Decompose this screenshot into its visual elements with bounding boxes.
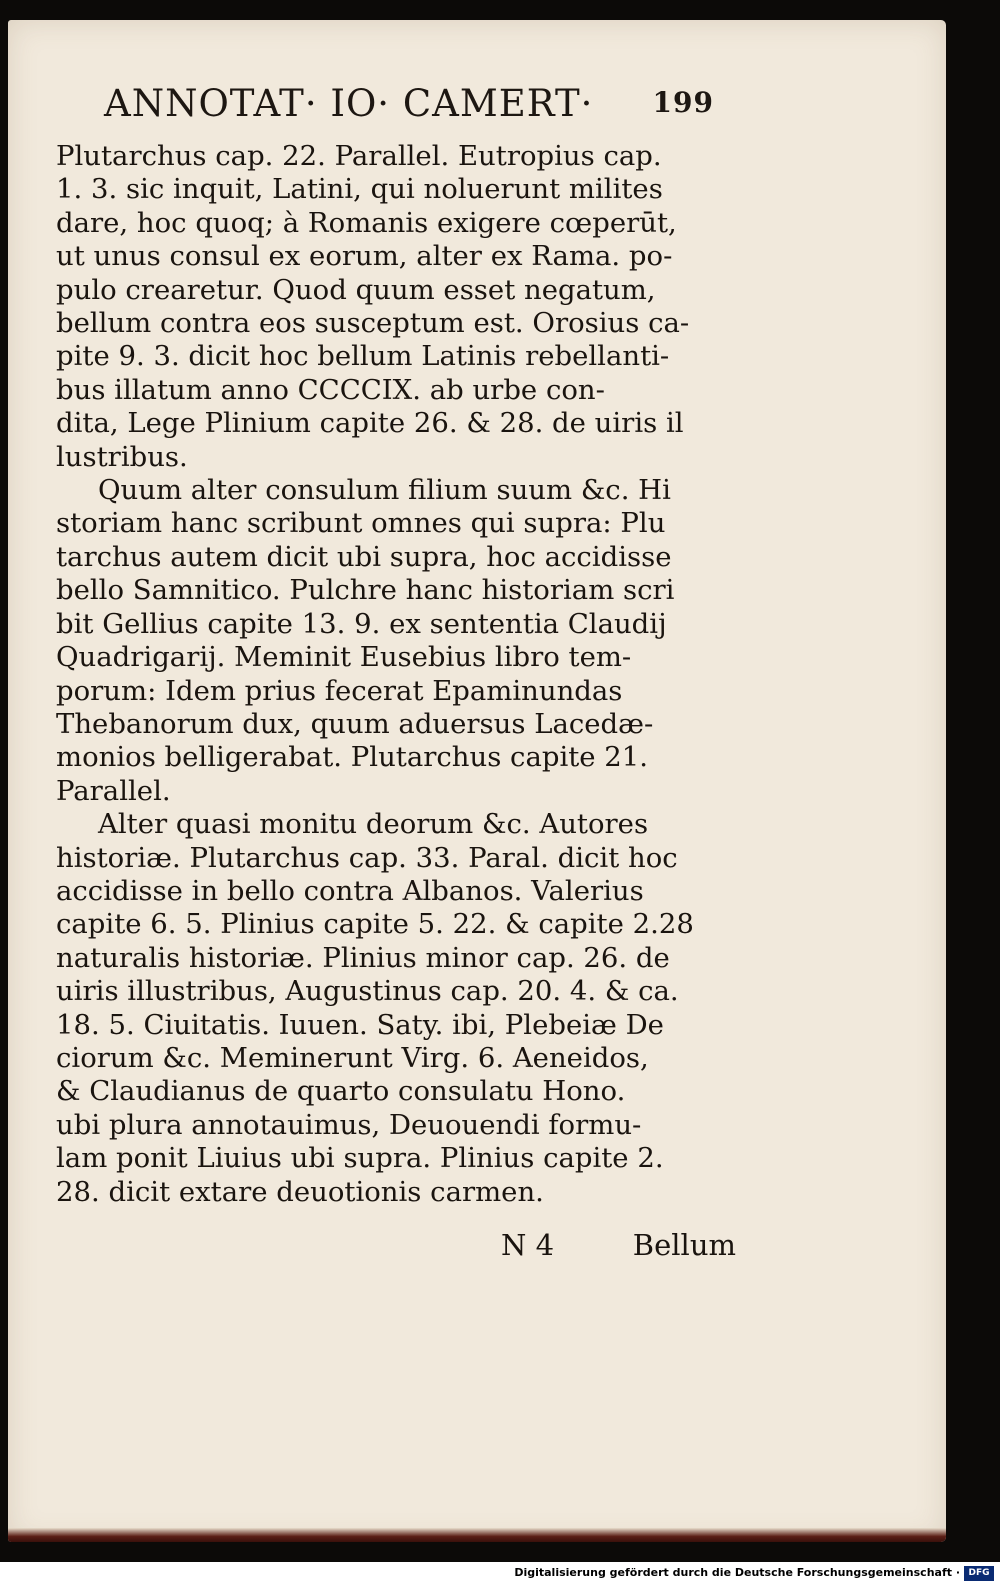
text-line: bello Samnitico. Pulchre hanc historiam scri: [56, 574, 675, 607]
signature-mark: N 4: [501, 1228, 555, 1262]
running-title: ANNOTAT· IO· CAMERT·: [104, 82, 594, 125]
text-line: Parallel.: [56, 774, 171, 807]
text-line: Plutarchus cap. 22. Parallel. Eutropius cap.: [56, 140, 662, 172]
text-line: pite 9. 3. dicit hoc bellum Latinis rebellanti-: [56, 340, 670, 373]
text-line: ubi plura annotauimus, Deuouendi formu-: [56, 1108, 642, 1141]
text-line: ut unus consul ex eorum, alter ex Rama. po-: [56, 240, 673, 273]
main-text: [56, 140, 736, 1209]
text-line: storiam hanc scribunt omnes qui supra: Plu: [56, 507, 666, 540]
text-line: ciorum &c. Meminerunt Virg. 6. Aeneidos,: [56, 1041, 649, 1074]
text-line: monios belligerabat. Plutarchus capite 21.: [56, 741, 649, 774]
funding-credit: Digitalisierung gefördert durch die Deutsche Forschungsgemeinschaft ·: [514, 1566, 960, 1579]
text-line: 1. 3. sic inquit, Latini, qui noluerunt milites: [56, 173, 663, 206]
text-line: naturalis historiæ. Plinius minor cap. 26. de: [56, 941, 670, 974]
running-head: [104, 82, 714, 132]
paragraph: [56, 808, 736, 1209]
page-number: 199: [652, 86, 714, 119]
text-line: capite 6. 5. Plinius capite 5. 22. & capite 2.28: [56, 908, 694, 941]
paragraph: [56, 140, 736, 474]
text-line: lam ponit Liuius ubi supra. Plinius capite 2.: [56, 1142, 664, 1175]
text-line: lustribus.: [56, 440, 188, 473]
text-line: Alter quasi monitu deorum &c. Autores: [98, 808, 649, 841]
dfg-logo: DFG: [964, 1566, 994, 1581]
text-line: 28. dicit extare deuotionis carmen.: [56, 1175, 544, 1208]
catchwords: [501, 1228, 736, 1268]
text-line: porum: Idem prius fecerat Epaminundas: [56, 674, 623, 707]
paragraph: [56, 474, 736, 808]
text-line: Thebanorum dux, quum aduersus Lacedæ-: [56, 707, 654, 740]
text-line: Quadrigarij. Meminit Eusebius libro tem-: [56, 641, 632, 674]
text-line: bit Gellius capite 13. 9. ex sententia Claudij: [56, 607, 667, 640]
text-line: pulo crearetur. Quod quum esset negatum,: [56, 273, 656, 306]
text-line: tarchus autem dicit ubi supra, hoc accidisse: [56, 540, 672, 573]
text-line: bus illatum anno CCCCIX. ab urbe con-: [56, 373, 605, 406]
text-line: dare, hoc quoq; à Romanis exigere cœperūt,: [56, 206, 677, 239]
text-line: uiris illustribus, Augustinus cap. 20. 4. & ca.: [56, 975, 679, 1008]
text-line: accidisse in bello contra Albanos. Valerius: [56, 874, 644, 907]
catchword: Bellum: [632, 1228, 736, 1262]
footer-bar: [0, 1562, 1000, 1584]
text-line: bellum contra eos susceptum est. Orosius ca-: [56, 307, 690, 340]
text-line: & Claudianus de quarto consulatu Hono.: [56, 1075, 626, 1108]
text-line: Quum alter consulum filium suum &c. Hi: [98, 474, 671, 507]
text-line: dita, Lege Plinium capite 26. & 28. de uiris il: [56, 407, 684, 440]
text-line: historiæ. Plutarchus cap. 33. Paral. dicit hoc: [56, 841, 678, 874]
text-line: 18. 5. Ciuitatis. Iuuen. Saty. ibi, Plebeiæ De: [56, 1008, 664, 1041]
page-edge: [8, 1528, 946, 1542]
